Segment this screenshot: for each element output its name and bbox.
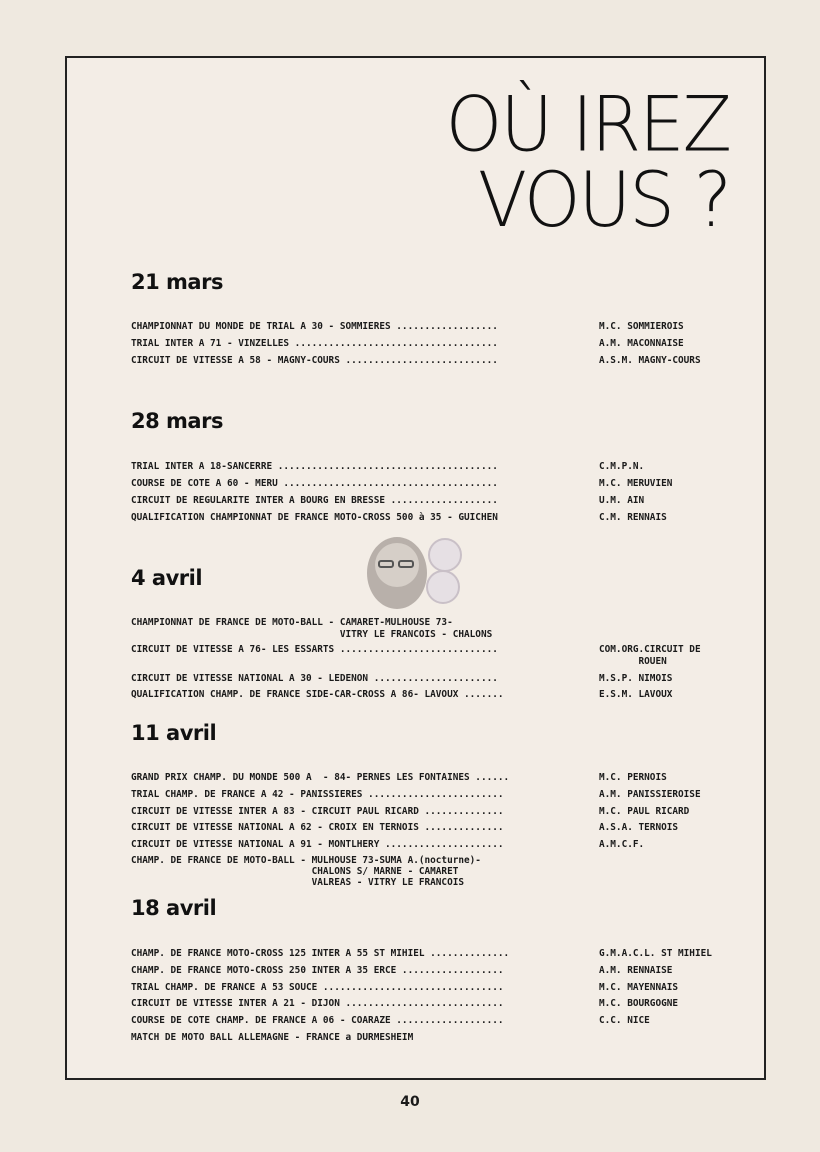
event-text: CHAMPIONNAT DE FRANCE DE MOTO-BALL - CAMARET-MULHOUSE 73- VITRY LE FRANCOIS - CHALONS	[131, 617, 493, 640]
event-text: CHAMP. DE FRANCE MOTO-CROSS 250 INTER A 35 ERCE ..................	[131, 965, 504, 976]
event-organizer: M.C. BOURGOGNE	[599, 998, 679, 1009]
event-text: CIRCUIT DE REGULARITE INTER A BOURG EN BRESSE ...................	[131, 495, 498, 506]
event-organizer: M.C. SOMMIEROIS	[599, 321, 684, 332]
event-row	[131, 1032, 759, 1044]
event-row	[131, 338, 759, 350]
event-organizer: A.M.C.F.	[599, 839, 645, 850]
event-row	[131, 855, 759, 888]
event-text: CHAMPIONNAT DU MONDE DE TRIAL A 30 - SOMMIERES ..................	[131, 321, 498, 332]
event-row	[131, 461, 759, 473]
event-text: CIRCUIT DE VITESSE NATIONAL A 62 - CROIX EN TERNOIS ..............	[131, 822, 504, 833]
event-organizer: A.M. MACONNAISE	[599, 338, 684, 349]
event-text: TRIAL CHAMP. DE FRANCE A 42 - PANISSIERES ........................	[131, 789, 504, 800]
event-text: QUALIFICATION CHAMP. DE FRANCE SIDE-CAR-CROSS A 86- LAVOUX .......	[131, 689, 504, 700]
event-row	[131, 617, 759, 641]
event-text: CIRCUIT DE VITESSE NATIONAL A 91 - MONTLHERY .....................	[131, 839, 504, 850]
event-row	[131, 689, 759, 701]
event-organizer: C.C. NICE	[599, 1015, 650, 1026]
event-row	[131, 673, 759, 685]
event-row	[131, 806, 759, 818]
event-row	[131, 998, 759, 1010]
event-row	[131, 1015, 759, 1027]
event-text: TRIAL INTER A 18-SANCERRE .......................................	[131, 461, 498, 472]
event-organizer: E.S.M. LAVOUX	[599, 689, 673, 700]
event-row	[131, 822, 759, 834]
event-text: MATCH DE MOTO BALL ALLEMAGNE - FRANCE a DURMESHEIM	[131, 1032, 414, 1043]
event-row	[131, 495, 759, 507]
title-line-1: OÙ IREZ	[445, 80, 730, 169]
event-organizer: A.M. PANISSIEROISE	[599, 789, 701, 800]
event-text: CIRCUIT DE VITESSE A 76- LES ESSARTS ............................	[131, 644, 498, 655]
event-organizer: M.C. MERUVIEN	[599, 478, 673, 489]
event-organizer: G.M.A.C.L. ST MIHIEL	[599, 948, 712, 959]
event-row	[131, 321, 759, 333]
event-row	[131, 478, 759, 490]
portrait-logo-icon	[349, 533, 469, 613]
event-text: CHAMP. DE FRANCE DE MOTO-BALL - MULHOUSE 73-SUMA A.(nocturne)- CHALONS S/ MARNE - CAMARET VALREAS - VITRY LE FRANCOIS	[131, 855, 481, 888]
event-row	[131, 965, 759, 977]
event-organizer: C.M. RENNAIS	[599, 512, 667, 523]
event-text: COURSE DE COTE CHAMP. DE FRANCE A 06 - COARAZE ...................	[131, 1015, 504, 1026]
event-organizer: A.M. RENNAISE	[599, 965, 673, 976]
page-frame	[65, 56, 766, 1080]
section-heading: 18 avril	[131, 896, 217, 920]
section-heading: 4 avril	[131, 566, 203, 590]
event-text: CIRCUIT DE VITESSE NATIONAL A 30 - LEDENON ......................	[131, 673, 498, 684]
page-title	[445, 80, 730, 244]
event-row	[131, 512, 759, 524]
event-text: TRIAL CHAMP. DE FRANCE A 53 SOUCE ................................	[131, 982, 504, 993]
event-row	[131, 644, 759, 668]
event-text: QUALIFICATION CHAMPIONNAT DE FRANCE MOTO-CROSS 500 à 35 - GUICHEN	[131, 512, 498, 523]
event-organizer: M.S.P. NIMOIS	[599, 673, 673, 684]
event-row	[131, 948, 759, 960]
event-organizer: U.M. AIN	[599, 495, 645, 506]
event-organizer: A.S.M. MAGNY-COURS	[599, 355, 701, 366]
event-organizer: C.M.P.N.	[599, 461, 645, 472]
title-line-2: VOUS ?	[477, 155, 730, 244]
event-text: CIRCUIT DE VITESSE A 58 - MAGNY-COURS ...........................	[131, 355, 498, 366]
event-text: CHAMP. DE FRANCE MOTO-CROSS 125 INTER A 55 ST MIHIEL ..............	[131, 948, 510, 959]
event-row	[131, 772, 759, 784]
event-text: CIRCUIT DE VITESSE INTER A 83 - CIRCUIT PAUL RICARD ..............	[131, 806, 504, 817]
event-text: TRIAL INTER A 71 - VINZELLES ....................................	[131, 338, 498, 349]
event-row	[131, 789, 759, 801]
event-row	[131, 839, 759, 851]
event-organizer: M.C. PERNOIS	[599, 772, 667, 783]
event-text: GRAND PRIX CHAMP. DU MONDE 500 A - 84- PERNES LES FONTAINES ......	[131, 772, 510, 783]
section-heading: 11 avril	[131, 721, 217, 745]
event-text: CIRCUIT DE VITESSE INTER A 21 - DIJON ............................	[131, 998, 504, 1009]
section-heading: 21 mars	[131, 270, 223, 294]
event-organizer: A.S.A. TERNOIS	[599, 822, 679, 833]
event-organizer: COM.ORG.CIRCUIT DE ROUEN	[599, 644, 701, 667]
page-number: 40	[400, 1094, 420, 1110]
section-heading: 28 mars	[131, 409, 223, 433]
event-row	[131, 982, 759, 994]
event-organizer: M.C. MAYENNAIS	[599, 982, 679, 993]
event-organizer: M.C. PAUL RICARD	[599, 806, 690, 817]
event-row	[131, 355, 759, 367]
event-text: COURSE DE COTE A 60 - MERU ......................................	[131, 478, 498, 489]
